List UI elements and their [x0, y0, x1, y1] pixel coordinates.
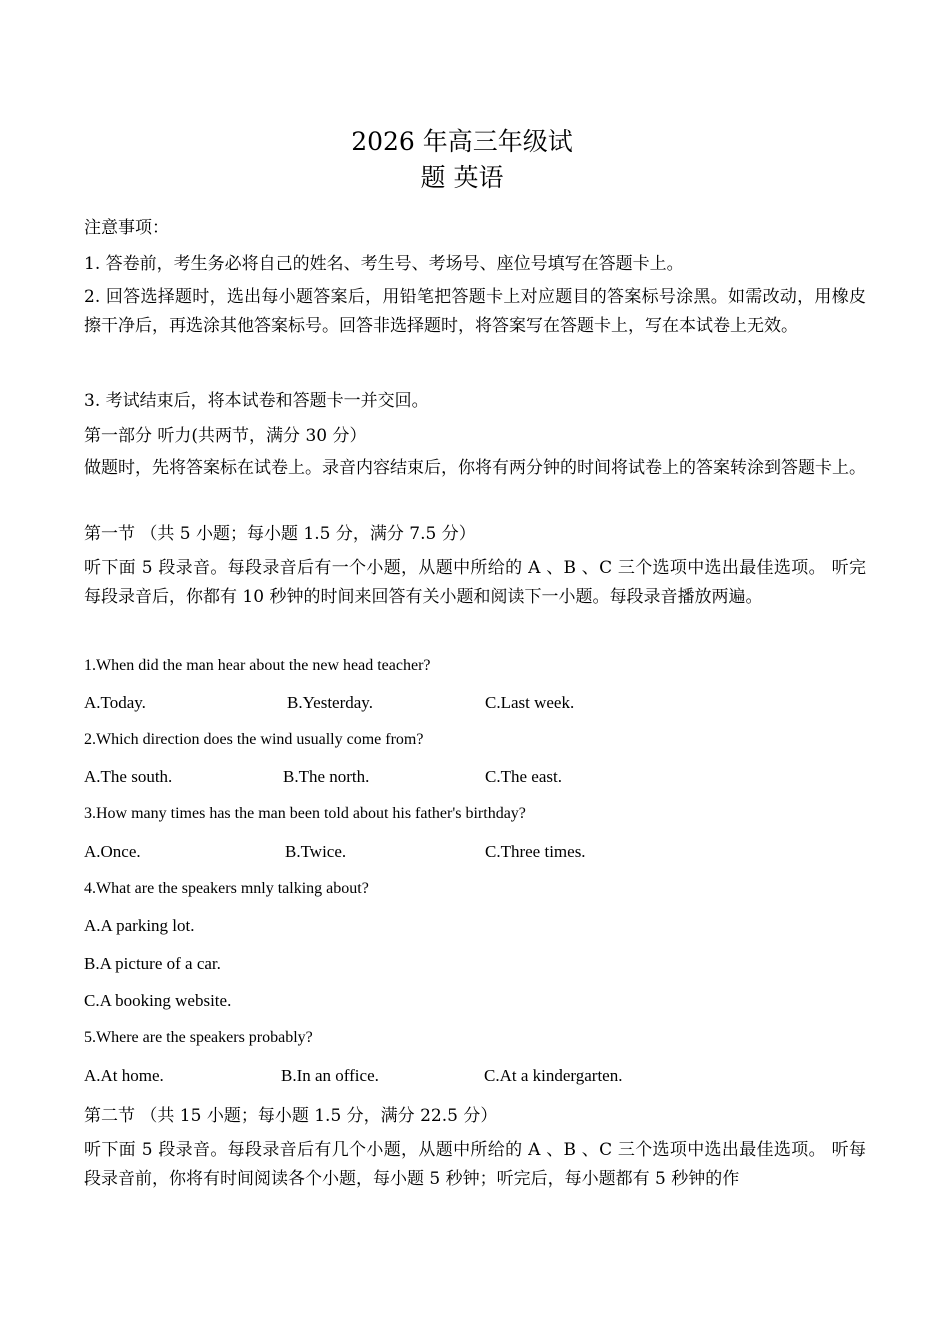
- section1-intro: 听下面 5 段录音。每段录音后有一个小题，从题中所给的 A 、B 、C 三个选项中选出最佳选项。 听完每段录音后，你都有 10 秒钟的时间来回答有关小题和阅读下一小题。每段录音播放两遍。: [84, 558, 866, 607]
- part1-intro: 做题时，先将答案标在试卷上。录音内容结束后，你将有两分钟的时间将试卷上的答案转涂到答题卡上。: [84, 458, 866, 478]
- notice-heading: 注意事项：: [84, 218, 169, 238]
- question-2-option-c: C.The east.: [485, 767, 562, 786]
- question-5-option-b: B.In an office.: [281, 1066, 379, 1085]
- question-5-option-a: A.At home.: [84, 1066, 164, 1085]
- exam-title-line2: 题 英语: [420, 163, 504, 192]
- section1-heading: 第一节 （共 5 小题；每小题 1.5 分，满分 7.5 分）: [84, 524, 476, 544]
- question-3-option-c: C.Three times.: [485, 842, 586, 861]
- question-3-option-a: A.Once.: [84, 842, 141, 861]
- question-5-option-c: C.At a kindergarten.: [484, 1066, 623, 1085]
- question-3-stem: 3.How many times has the man been told about his father's birthday?: [84, 805, 526, 822]
- notice-item-3: 3. 考试结束后，将本试卷和答题卡一并交回。: [84, 391, 429, 411]
- question-4-option-b: B.A picture of a car.: [84, 954, 221, 973]
- notice-item-2: 2. 回答选择题时，选出每小题答案后，用铅笔把答题卡上对应题目的答案标号涂黑。如需改动，用橡皮擦干净后，再选涂其他答案标号。回答非选择题时，将答案写在答题卡上，写在本试卷上无效。: [84, 287, 866, 336]
- question-1-option-a: A.Today.: [84, 693, 146, 712]
- part1-heading: 第一部分 听力(共两节，满分 30 分）: [84, 426, 367, 446]
- question-5-stem: 5.Where are the speakers probably?: [84, 1029, 313, 1046]
- question-4-option-c: C.A booking website.: [84, 991, 232, 1010]
- question-3-option-b: B.Twice.: [285, 842, 347, 861]
- notice-item-1: 1. 答卷前，考生务必将自己的姓名、考生号、考场号、座位号填写在答题卡上。: [84, 254, 684, 274]
- section2-intro: 听下面 5 段录音。每段录音后有几个小题，从题中所给的 A 、B 、C 三个选项中选出最佳选项。 听每段录音前，你将有时间阅读各个小题，每小题 5 秒钟；听完后，每小题都有 5 秒钟的作: [84, 1140, 866, 1189]
- question-2-option-b: B.The north.: [283, 767, 370, 786]
- question-4-option-a: A.A parking lot.: [84, 916, 195, 935]
- question-2-option-a: A.The south.: [84, 767, 173, 786]
- question-1-stem: 1.When did the man hear about the new head teacher?: [84, 657, 431, 674]
- exam-title-line1: 2026 年高三年级试: [351, 127, 573, 156]
- section2-heading: 第二节 （共 15 小题；每小题 1.5 分，满分 22.5 分）: [84, 1106, 498, 1126]
- question-1-option-c: C.Last week.: [485, 693, 575, 712]
- question-4-stem: 4.What are the speakers mnly talking about?: [84, 880, 369, 897]
- question-1-option-b: B.Yesterday.: [287, 693, 373, 712]
- question-2-stem: 2.Which direction does the wind usually come from?: [84, 731, 424, 748]
